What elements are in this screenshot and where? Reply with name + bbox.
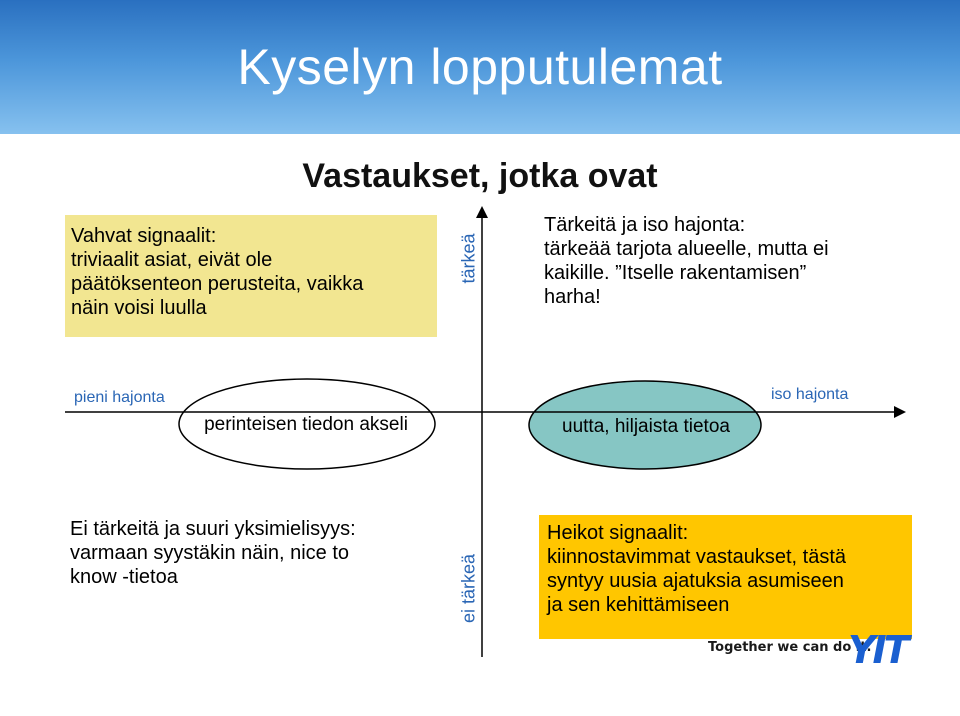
weak-signals-line: syntyy uusia ajatuksia asumiseen (547, 570, 844, 592)
weak-signals-box (539, 515, 912, 639)
traditional-knowledge-label: perinteisen tiedon akseli (204, 414, 408, 435)
important-high-variance-box (536, 213, 916, 335)
important-high-variance-line: harha! (544, 286, 601, 308)
strong-signals-box (65, 215, 437, 337)
not-important-consensus-box (65, 517, 445, 627)
weak-signals-line: Heikot signaalit: (547, 522, 689, 544)
strong-signals-line: triviaalit asiat, eivät ole (71, 249, 273, 271)
strong-signals-line: Vahvat signaalit: (71, 225, 217, 247)
not-important-consensus-line: know -tietoa (70, 566, 178, 588)
strong-signals-line: näin voisi luulla (71, 297, 207, 319)
important-high-variance-line: tärkeää tarjota alueelle, mutta ei (544, 238, 829, 260)
page-title: Kyselyn lopputulemat (237, 39, 723, 95)
not-important-consensus-line: Ei tärkeitä ja suuri yksimielisyys: (70, 518, 356, 540)
not-important-consensus-line: varmaan syystäkin näin, nice to (70, 542, 350, 564)
strong-signals-line: päätöksenteon perusteita, vaikka (71, 273, 364, 295)
axis-label-low-variance: pieni hajonta (74, 389, 165, 406)
axis-label-high-variance: iso hajonta (771, 386, 849, 403)
new-knowledge-label: uutta, hiljaista tietoa (562, 416, 730, 437)
axis-label-not-important: ei tärkeä (458, 553, 479, 624)
company-logo: YIT (848, 628, 907, 672)
axis-label-important: tärkeä (458, 233, 479, 284)
important-high-variance-line: kaikille. ”Itselle rakentamisen” (544, 262, 807, 284)
important-high-variance-line: Tärkeitä ja iso hajonta: (544, 214, 746, 236)
subtitle: Vastaukset, jotka ovat (302, 157, 658, 195)
weak-signals-line: kiinnostavimmat vastaukset, tästä (547, 546, 847, 568)
company-slogan: Together we can do it. (708, 640, 872, 655)
weak-signals-line: ja sen kehittämiseen (547, 594, 730, 616)
